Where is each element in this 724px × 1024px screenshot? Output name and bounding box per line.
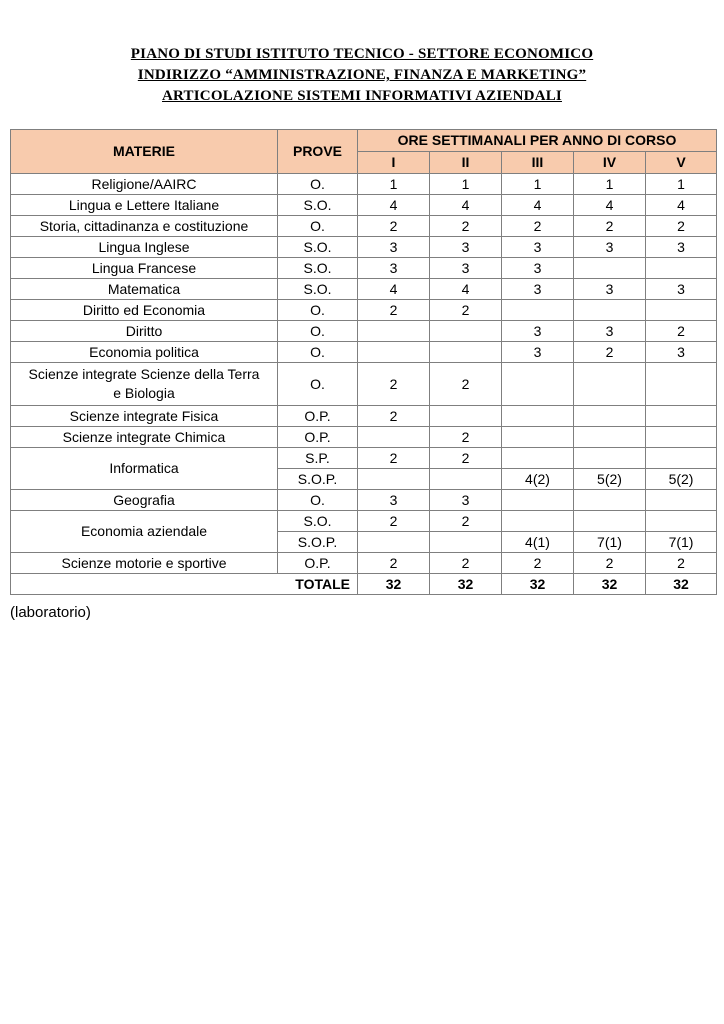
prove-cell: S.O. (278, 511, 358, 532)
hours-cell (502, 490, 574, 511)
header-materie: MATERIE (11, 130, 278, 174)
hours-cell (574, 490, 646, 511)
hours-cell (358, 469, 430, 490)
table-row (11, 300, 717, 321)
hours-cell: 3 (574, 237, 646, 258)
materia-cell: Storia, cittadinanza e costituzione (11, 216, 278, 237)
materia-cell: Matematica (11, 279, 278, 300)
hours-cell (574, 511, 646, 532)
hours-cell (502, 448, 574, 469)
hours-cell: 3 (646, 279, 717, 300)
hours-cell: 2 (430, 216, 502, 237)
hours-cell: 5(2) (646, 469, 717, 490)
prove-cell: O. (278, 300, 358, 321)
hours-cell: 1 (574, 174, 646, 195)
hours-cell: 2 (646, 553, 717, 574)
hours-cell: 1 (358, 174, 430, 195)
hours-cell: 2 (430, 553, 502, 574)
prove-cell: O.P. (278, 427, 358, 448)
hours-cell (574, 448, 646, 469)
hours-cell: 2 (574, 553, 646, 574)
header-prove: PROVE (278, 130, 358, 174)
hours-cell: 4 (358, 279, 430, 300)
materia-cell: Scienze motorie e sportive (11, 553, 278, 574)
hours-cell: 4 (430, 279, 502, 300)
table-row (11, 363, 717, 406)
total-row (11, 574, 717, 595)
hours-cell (502, 406, 574, 427)
table-row (11, 490, 717, 511)
hours-cell: 2 (646, 216, 717, 237)
hours-cell (358, 427, 430, 448)
hours-cell (646, 511, 717, 532)
hours-cell: 1 (430, 174, 502, 195)
hours-cell: 2 (646, 321, 717, 342)
table-header (11, 130, 717, 174)
hours-cell: 3 (646, 342, 717, 363)
hours-cell: 3 (502, 237, 574, 258)
hours-cell (646, 300, 717, 321)
materia-cell: Diritto (11, 321, 278, 342)
hours-cell: 2 (430, 427, 502, 448)
hours-cell: 4 (574, 195, 646, 216)
materia-cell: Scienze integrate Scienze della Terra e Biologia (11, 363, 278, 406)
hours-cell: 4(1) (502, 532, 574, 553)
hours-cell: 3 (502, 321, 574, 342)
hours-cell: 3 (358, 258, 430, 279)
hours-cell: 3 (574, 279, 646, 300)
hours-cell: 2 (430, 511, 502, 532)
prove-cell: O. (278, 363, 358, 406)
hours-cell: 7(1) (574, 532, 646, 553)
prove-cell: S.O.P. (278, 469, 358, 490)
hours-cell (430, 532, 502, 553)
header-year-5: V (646, 152, 717, 174)
materia-cell: Lingua e Lettere Italiane (11, 195, 278, 216)
hours-cell: 3 (430, 490, 502, 511)
materia-cell: Scienze integrate Fisica (11, 406, 278, 427)
hours-cell: 2 (358, 363, 430, 406)
hours-cell: 2 (358, 300, 430, 321)
hours-cell (646, 490, 717, 511)
table-row (11, 321, 717, 342)
table-row (11, 216, 717, 237)
hours-cell (358, 532, 430, 553)
header-year-2: II (430, 152, 502, 174)
prove-cell: O. (278, 216, 358, 237)
hours-cell (358, 321, 430, 342)
hours-cell: 2 (502, 553, 574, 574)
header-ore-settimanali: ORE SETTIMANALI PER ANNO DI CORSO (358, 130, 717, 152)
hours-cell: 4 (502, 195, 574, 216)
hours-cell: 1 (502, 174, 574, 195)
materia-cell: Scienze integrate Chimica (11, 427, 278, 448)
hours-cell (574, 406, 646, 427)
hours-cell: 4(2) (502, 469, 574, 490)
hours-cell: 1 (646, 174, 717, 195)
table-row (11, 448, 717, 469)
table-row (11, 195, 717, 216)
total-hours-cell: 32 (574, 574, 646, 595)
hours-cell: 2 (358, 553, 430, 574)
hours-cell: 3 (502, 258, 574, 279)
materia-cell: Informatica (11, 448, 278, 490)
prove-cell: O. (278, 342, 358, 363)
materia-cell: Economia politica (11, 342, 278, 363)
table-row (11, 258, 717, 279)
hours-cell: 3 (430, 258, 502, 279)
title-line-3 (0, 86, 724, 107)
hours-cell: 2 (430, 448, 502, 469)
table-row (11, 553, 717, 574)
title-line-1 (0, 44, 724, 65)
prove-cell: S.O. (278, 237, 358, 258)
hours-cell (502, 363, 574, 406)
prove-cell: S.O. (278, 195, 358, 216)
hours-cell: 2 (430, 363, 502, 406)
total-hours-cell: 32 (430, 574, 502, 595)
title-line-1-text: PIANO DI STUDI ISTITUTO TECNICO - SETTORE ECONOMICO (130, 46, 594, 62)
table-row (11, 237, 717, 258)
document-title (0, 0, 724, 107)
hours-cell: 3 (574, 321, 646, 342)
table-row (11, 427, 717, 448)
table-body (11, 174, 717, 595)
hours-cell (502, 511, 574, 532)
total-hours-cell: 32 (502, 574, 574, 595)
hours-cell: 2 (358, 448, 430, 469)
hours-cell (646, 427, 717, 448)
hours-cell (574, 258, 646, 279)
prove-cell: S.P. (278, 448, 358, 469)
total-hours-cell: 32 (358, 574, 430, 595)
hours-cell (646, 363, 717, 406)
hours-cell (646, 406, 717, 427)
hours-cell: 7(1) (646, 532, 717, 553)
footnote-laboratorio: (laboratorio) (10, 604, 91, 621)
hours-cell: 2 (502, 216, 574, 237)
prove-cell: S.O. (278, 258, 358, 279)
study-plan-table (10, 129, 717, 595)
header-year-3: III (502, 152, 574, 174)
hours-cell (646, 258, 717, 279)
header-year-4: IV (574, 152, 646, 174)
hours-cell (502, 300, 574, 321)
hours-cell: 3 (502, 342, 574, 363)
hours-cell (430, 321, 502, 342)
hours-cell: 3 (502, 279, 574, 300)
materia-cell: Lingua Francese (11, 258, 278, 279)
hours-cell: 2 (358, 406, 430, 427)
hours-cell (430, 406, 502, 427)
materia-cell: Religione/AAIRC (11, 174, 278, 195)
hours-cell (430, 342, 502, 363)
hours-cell (574, 363, 646, 406)
hours-cell: 4 (358, 195, 430, 216)
title-line-3-text: ARTICOLAZIONE SISTEMI INFORMATIVI AZIENDALI (162, 88, 562, 104)
hours-cell: 3 (430, 237, 502, 258)
hours-cell: 3 (646, 237, 717, 258)
hours-cell: 2 (358, 216, 430, 237)
table-row (11, 174, 717, 195)
hours-cell: 4 (646, 195, 717, 216)
hours-cell (430, 469, 502, 490)
hours-cell: 5(2) (574, 469, 646, 490)
hours-cell: 2 (574, 342, 646, 363)
title-line-2-text: INDIRIZZO “AMMINISTRAZIONE, FINANZA E MARKETING” (137, 67, 587, 83)
prove-cell: O. (278, 174, 358, 195)
materia-cell: Economia aziendale (11, 511, 278, 553)
materia-cell: Geografia (11, 490, 278, 511)
prove-cell: O. (278, 321, 358, 342)
materia-cell: Lingua Inglese (11, 237, 278, 258)
hours-cell (574, 300, 646, 321)
hours-cell: 3 (358, 490, 430, 511)
materia-cell: Diritto ed Economia (11, 300, 278, 321)
header-row-1 (11, 130, 717, 152)
prove-cell: O. (278, 490, 358, 511)
total-hours-cell: 32 (646, 574, 717, 595)
hours-cell: 2 (574, 216, 646, 237)
hours-cell (646, 448, 717, 469)
header-year-1: I (358, 152, 430, 174)
title-line-2 (0, 65, 724, 86)
table-row (11, 511, 717, 532)
prove-cell: O.P. (278, 406, 358, 427)
table-row (11, 279, 717, 300)
prove-cell: S.O.P. (278, 532, 358, 553)
hours-cell: 3 (358, 237, 430, 258)
table-row (11, 342, 717, 363)
prove-cell: S.O. (278, 279, 358, 300)
hours-cell (574, 427, 646, 448)
hours-cell: 2 (358, 511, 430, 532)
hours-cell: 2 (430, 300, 502, 321)
hours-cell (358, 342, 430, 363)
table-row (11, 406, 717, 427)
prove-cell: O.P. (278, 553, 358, 574)
total-label-cell: TOTALE (11, 574, 358, 595)
hours-cell (502, 427, 574, 448)
hours-cell: 4 (430, 195, 502, 216)
